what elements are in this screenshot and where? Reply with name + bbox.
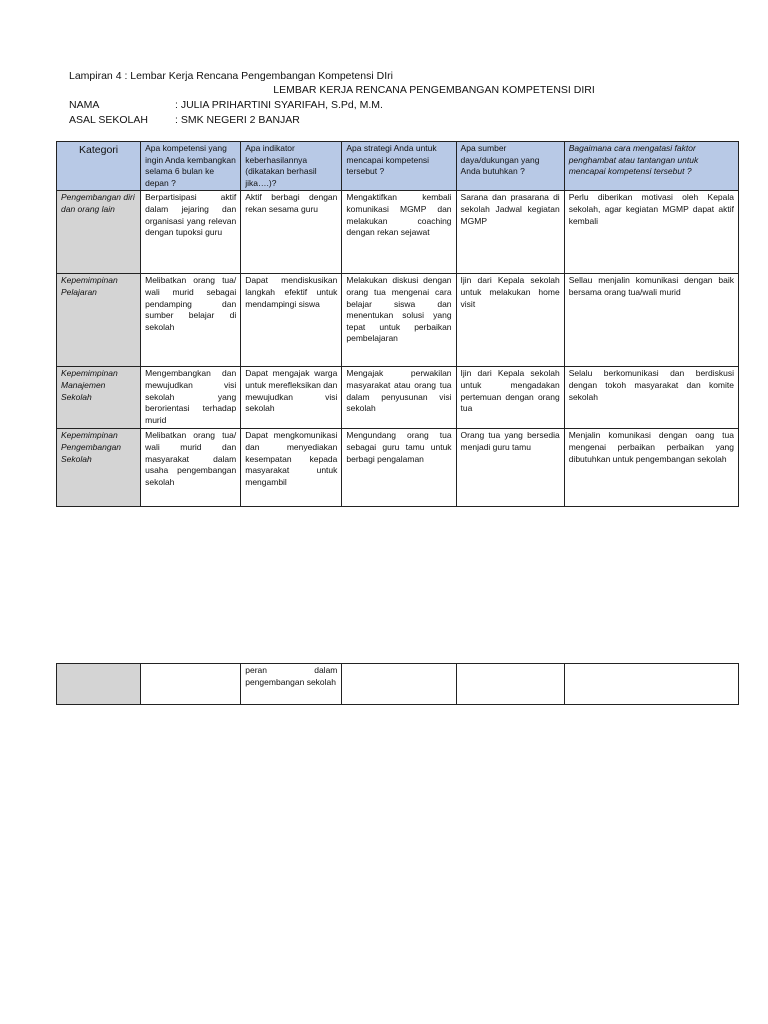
row-indikator: peran dalam pengembangan sekolah [241,664,342,705]
row-indikator: Dapat mendiskusikan langkah efektif untuk mendampingi siswa [241,274,342,367]
row-kategori: Kepemimpinan Pelajaran [57,274,141,367]
document-title: LEMBAR KERJA RENCANA PENGEMBANGAN KOMPETENSI DIRI [273,84,595,96]
row-strategi: Mengundang orang tua sebagai guru tamu untuk berbagi pengalaman [342,429,456,507]
table-header-row [57,142,739,191]
table-row [57,191,739,274]
row-sumber: Sarana dan prasarana di sekolah Jadwal kegiatan MGMP [456,191,564,274]
row-sumber: Ijin dari Kepala sekolah untuk mengadakan pertemuan dengan orang tua [456,367,564,429]
row-kompetensi: Melibatkan orang tua/ wali murid dan masyarakat dalam usaha pengembangan sekolah [141,429,241,507]
header-strategi: Apa strategi Anda untuk mencapai kompetensi tersebut ? [342,142,456,191]
row-kategori: Pengembangan diri dan orang lain [57,191,141,274]
table-row [57,664,739,705]
row-kompetensi: Mengembangkan dan mewujudkan visi sekolah yang berorientasi terhadap murid [141,367,241,429]
row-strategi [342,664,456,705]
row-sumber: Orang tua yang bersedia menjadi guru tamu [456,429,564,507]
sekolah-label: ASAL SEKOLAH [69,114,148,126]
row-kompetensi: Berpartisipasi aktif dalam jejaring dan organisasi yang relevan dengan tupoksi guru [141,191,241,274]
row-hambatan: Selalu berkomunikasi dan berdiskusi dengan tokoh masyarakat dan komite sekolah [564,367,738,429]
row-kategori [57,664,141,705]
row-indikator: Dapat mengkomunikasi dan menyediakan kesempatan kepada masyarakat untuk mengambil [241,429,342,507]
row-kompetensi: Melibatkan orang tua/ wali murid sebagai pendamping dan sumber belajar di sekolah [141,274,241,367]
header-sumber: Apa sumber daya/dukungan yang Anda butuhkan ? [456,142,564,191]
row-hambatan: Menjalin komunikasi dengan oang tua mengenai perbaikan perbaikan yang dibutuhkan untuk pengembangan sekolah [564,429,738,507]
continuation-table [56,663,739,705]
row-indikator: Dapat mengajak warga untuk merefleksikan dan mewujudkan visi sekolah [241,367,342,429]
row-strategi: Melakukan diskusi dengan orang tua mengenai cara belajar siswa dan menentukan solusi yang tepat untuk perbaikan pembelajaran [342,274,456,367]
nama-value: : JULIA PRIHARTINI SYARIFAH, S.Pd, M.M. [175,99,383,111]
header-indikator: Apa indikator keberhasilannya (dikatakan berhasil jika….)? [241,142,342,191]
row-hambatan: Sellau menjalin komunikasi dengan baik bersama orang tua/wali murid [564,274,738,367]
header-kategori: Kategori [57,142,141,191]
row-kategori: Kepemimpinan Pengembangan Sekolah [57,429,141,507]
row-indikator: Aktif berbagi dengan rekan sesama guru [241,191,342,274]
table-row [57,367,739,429]
header-hambatan: Bagaimana cara mengatasi faktor penghambat atau tantangan untuk mencapai kompetensi tersebut ? [564,142,738,191]
row-kompetensi [141,664,241,705]
row-strategi: Mengaktifkan kembali komunikasi MGMP dan melakukan coaching dengan rekan sejawat [342,191,456,274]
row-hambatan [564,664,738,705]
row-kategori: Kepemimpinan Manajemen Sekolah [57,367,141,429]
row-strategi: Mengajak perwakilan masyarakat atau orang tua dalam penyusunan visi sekolah [342,367,456,429]
table-row [57,429,739,507]
lampiran-line: Lampiran 4 : Lembar Kerja Rencana Pengembangan Kompetensi DIri [69,70,393,82]
sekolah-value: : SMK NEGERI 2 BANJAR [175,114,300,126]
nama-label: NAMA [69,99,100,111]
row-sumber: Ijin dari Kepala sekolah untuk melakukan home visit [456,274,564,367]
competency-table [56,141,739,507]
row-hambatan: Perlu diberikan motivasi oleh Kepala sekolah, agar kegiatan MGMP dapat aktif kembali [564,191,738,274]
header-kompetensi: Apa kompetensi yang ingin Anda kembangkan selama 6 bulan ke depan ? [141,142,241,191]
row-sumber [456,664,564,705]
table-row [57,274,739,367]
